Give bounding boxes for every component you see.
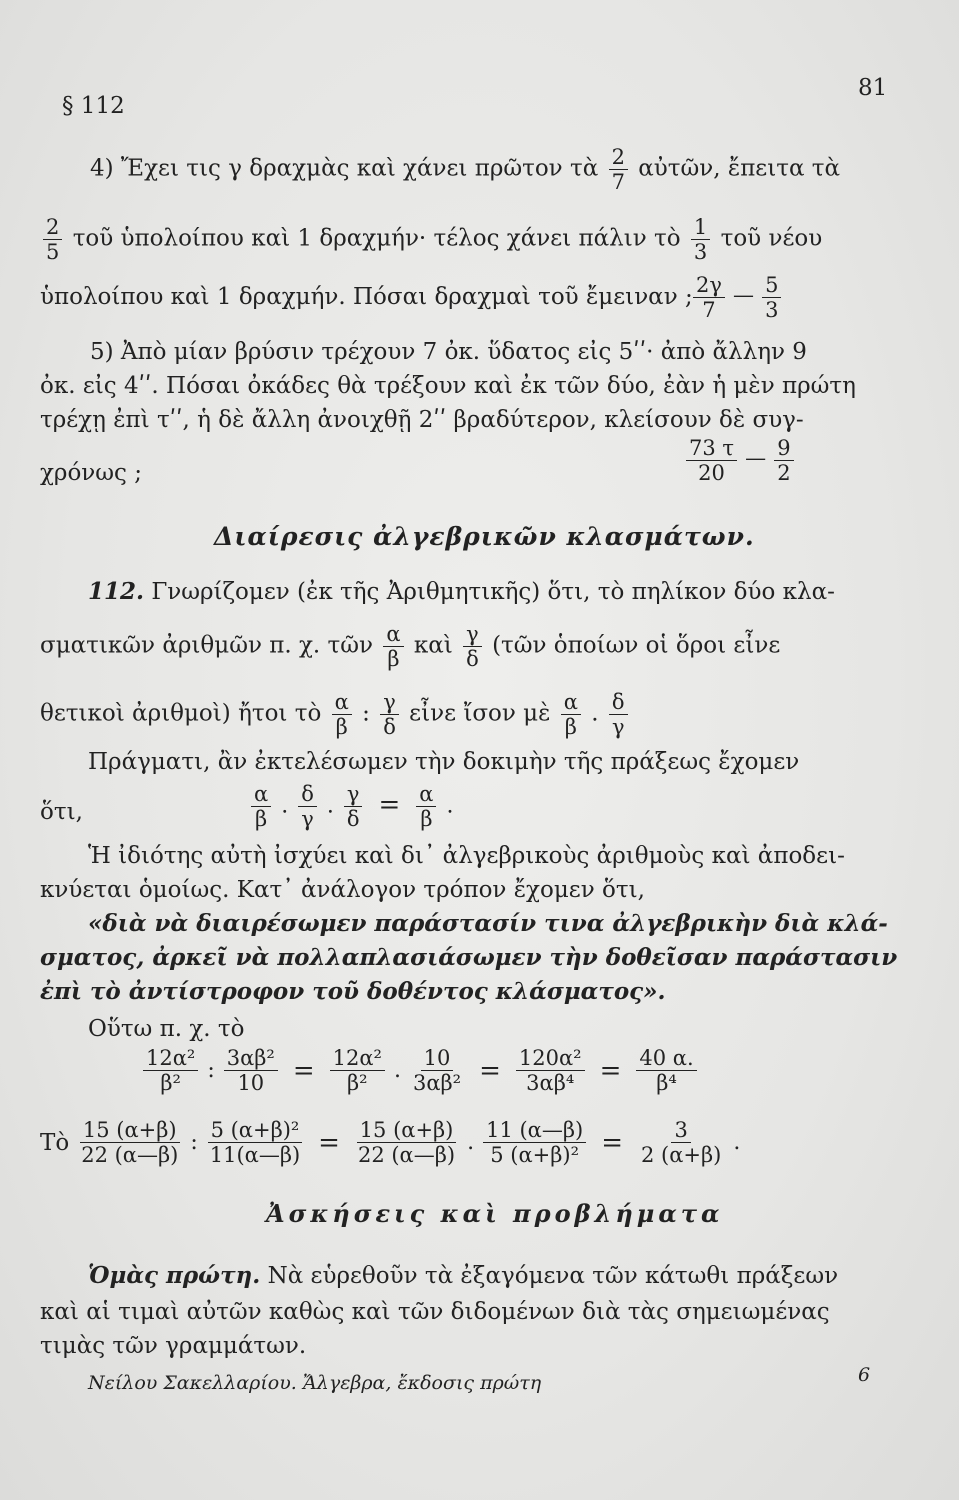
problem-4-question: ὑπολοίπου καὶ 1 δραχμήν. Πόσαι δραχμαὶ τοῦ ἔμειναν ; (40, 284, 693, 310)
problem-5-line-1: 5) Ἀπὸ μίαν βρύσιν τρέχουν 7 ὀκ. ὕδατος εἰς 5ʹʹ· ἀπὸ ἄλλην 9 (90, 339, 807, 365)
formula-1-frac-1: $\frac{\text{12α²}}{\text{β²}}$ (143, 1046, 198, 1095)
section-marker: § 112 (62, 93, 125, 119)
para-112-line-1 (88, 578, 835, 606)
group-1-line-1 (88, 1262, 838, 1290)
check-frac-a-b-result: $\frac{\alpha}{\beta}$ (416, 782, 436, 831)
group-1-line-2: καὶ αἱ τιμαὶ αὐτῶν καθὼς καὶ τῶν διδομένων διὰ τὰς σημειωμένας (40, 1299, 830, 1325)
para-112-line-5 (40, 798, 83, 826)
formula-1-frac-5: $\frac{\text{120α²}}{\text{3αβ⁴}}$ (516, 1046, 585, 1095)
para-112-line-2 (40, 622, 780, 671)
formula-2-prefix: Τὸ (40, 1129, 70, 1156)
problem-4-line-2 (40, 215, 822, 264)
problem-5-line-4: χρόνως ; (40, 460, 142, 486)
problem-4-text-2: αὐτῶν, ἔπειτα τὰ (638, 155, 841, 182)
para-112-text-3b: εἶνε ἴσον μὲ (409, 700, 551, 727)
check-frac-a-b: $\frac{\alpha}{\beta}$ (251, 782, 271, 831)
division-colon: : (362, 700, 370, 727)
formula-2-frac-5: $\frac{3}{2 (\alpha+\beta)}$ (640, 1118, 722, 1167)
footer-credit: Νείλου Σακελλαρίου. Ἄλγεβρα, ἔκδοσις πρώτη (88, 1372, 542, 1394)
group-label: Ὁμὰς πρώτη. (88, 1262, 261, 1289)
page-number: 81 (858, 75, 888, 101)
answer-fraction-1: $\frac{2\gamma}{7}$ (693, 273, 725, 322)
para-112-text-3a: θετικοὶ ἀριθμοὶ) ἤτοι τὸ (40, 700, 322, 727)
problem-5-line-3: τρέχῃ ἐπὶ τʹʹ, ἡ δὲ ἄλλη ἀνοιχθῇ 2ʹʹ βραδύτερον, κλείσουν δὲ συγ- (40, 407, 804, 433)
answer-fraction-1: $\frac{73 \tau}{20}$ (686, 436, 737, 485)
example-formula-2: Τὸ $\frac{15 (\alpha+\beta)}{22 (\alpha—\beta)}$ : $\frac{\text{5 (α+β)²}}{11(\alpha—\beta)}$ = $\frac{15 (\alpha+\beta)}{22 (\alpha—\beta)}$ . $\frac{11 (\alpha—\beta)}{\text{5 (α+β)²}}$ = $\frac{3}{2 (\alpha+\beta)}$ . (40, 1118, 741, 1167)
para-112-text-1: Γνωρίζομεν (ἐκ τῆς Ἀριθμητικῆς) ὅτι, τὸ πηλίκον δύο κλα- (151, 579, 835, 605)
paragraph-number: 112. (88, 578, 145, 605)
example-formula-1: $\frac{\text{12α²}}{\text{β²}}$ : $\frac{\text{3αβ²}}{10}$ = $\frac{\text{12α²}}{\text{β²}}$ . $\frac{10}{\text{3αβ²}}$ = $\frac{\text{120α²}}{\text{3αβ⁴}}$ = $\frac{40 \alpha.}{\text{β⁴}}$ (140, 1046, 700, 1095)
para-112-line-4: Πράγματι, ἂν ἐκτελέσωμεν τὴν δοκιμὴν τῆς πράξεως ἔχομεν (88, 749, 800, 775)
check-formula: $\frac{\alpha}{\beta}$ . $\frac{\delta}{\gamma}$ . $\frac{\gamma}{\delta}$ = $\frac{\alpha}{\beta}$ . (248, 782, 453, 831)
problem-5-answer (683, 436, 797, 485)
formula-1-frac-4: $\frac{10}{\text{3αβ²}}$ (412, 1046, 462, 1095)
minus-sign: — (733, 283, 755, 307)
problem-4-text-3: τοῦ ὑπολοίπου καὶ 1 δραχμήν· τέλος χάνει πάλιν τὸ (72, 225, 681, 252)
answer-fraction-2: $\frac{5}{3}$ (762, 273, 781, 322)
formula-2-frac-1: $\frac{15 (\alpha+\beta)}{22 (\alpha—\beta)}$ (81, 1118, 179, 1167)
check-frac-d-g: $\frac{\delta}{\gamma}$ (298, 782, 317, 831)
answer-fraction-2: $\frac{9}{2}$ (774, 436, 793, 485)
check-frac-g-d: $\frac{\gamma}{\delta}$ (344, 782, 363, 831)
problem-4-text-4: τοῦ νέου (720, 225, 823, 252)
fraction-1-3: $\frac{1}{3}$ (691, 215, 710, 264)
formula-1-frac-6: $\frac{40 \alpha.}{\text{β⁴}}$ (636, 1046, 696, 1095)
fraction-g-d: $\frac{\gamma}{\delta}$ (463, 622, 482, 671)
formula-2-frac-2: $\frac{\text{5 (α+β)²}}{11(\alpha—\beta)}$ (207, 1118, 303, 1167)
formula-1-frac-2: $\frac{\text{3αβ²}}{10}$ (224, 1046, 278, 1095)
formula-2-frac-4: $\frac{11 (\alpha—\beta)}{\text{5 (α+β)²}}$ (483, 1118, 586, 1167)
fraction-d-g: $\frac{\delta}{\gamma}$ (609, 690, 628, 739)
para-112-text-2a: σματικῶν ἀριθμῶν π. χ. τῶν (40, 632, 374, 659)
exercises-title: Ἀσκήσεις καὶ προβλήματα (266, 1199, 724, 1228)
problem-4-text: 4) Ἔχει τις γ δραχμὰς καὶ χάνει πρῶτον τὰ (90, 155, 599, 182)
oti-word: ὅτι, (40, 799, 83, 825)
rule-line-3: ἐπὶ τὸ ἀντίστροφον τοῦ δοθέντος κλάσματος». (40, 978, 666, 1005)
rule-line-2: σματος, ἀρκεῖ νὰ πολλαπλασιάσωμεν τὴν δοθεῖσαν παράστασιν (40, 944, 898, 971)
group-1-line-3: τιμὰς τῶν γραμμάτων. (40, 1333, 307, 1359)
para-112-line-3: θετικοὶ ἀριθμοὶ) ἤτοι τὸ $\frac{\alpha}{\beta}$ : $\frac{\gamma}{\delta}$ εἶνε ἴσον μὲ $\frac{\alpha}{\beta}$ . $\frac{\delta}{\gamma}$ (40, 690, 631, 739)
formula-1-frac-3: $\frac{\text{12α²}}{\text{β²}}$ (330, 1046, 385, 1095)
fraction-2-7: $\frac{2}{7}$ (609, 145, 628, 194)
problem-5-line-2: ὀκ. εἰς 4ʹʹ. Πόσαι ὀκάδες θὰ τρέξουν καὶ ἐκ τῶν δύο, ἐὰν ἡ μὲν πρώτη (40, 373, 856, 399)
problem-4-line-1 (90, 145, 840, 194)
fraction-a-b: $\frac{\alpha}{\beta}$ (383, 622, 403, 671)
group-1-text-1: Νὰ εὑρεθοῦν τὰ ἐξαγόμενα τῶν κάτωθι πράξεων (267, 1263, 839, 1289)
fraction-g-d-2: $\frac{\gamma}{\delta}$ (380, 690, 399, 739)
rule-line-1: «διὰ νὰ διαιρέσωμεν παράστασίν τινα ἀλγεβρικὴν διὰ κλά- (88, 910, 888, 937)
problem-4-answer (690, 273, 784, 322)
para-112-line-7: κνύεται ὁμοίως. Κατ᾿ ἀνάλογον τρόπον ἔχομεν ὅτι, (40, 877, 645, 903)
example-intro: Οὕτω π. χ. τὸ (88, 1016, 245, 1042)
section-title: Διαίρεσις ἀλγεβρικῶν κλασμάτων. (214, 522, 755, 551)
signature-mark: 6 (858, 1364, 871, 1386)
minus-sign: — (745, 446, 767, 470)
fraction-a-b-2: $\frac{\alpha}{\beta}$ (332, 690, 352, 739)
fraction-2-5: $\frac{2}{5}$ (43, 215, 62, 264)
para-112-text-2b: καὶ (413, 632, 453, 659)
formula-2-frac-3: $\frac{15 (\alpha+\beta)}{22 (\alpha—\beta)}$ (357, 1118, 456, 1167)
fraction-a-b-3: $\frac{\alpha}{\beta}$ (561, 690, 581, 739)
problem-4-line-3 (40, 283, 693, 311)
para-112-text-2c: (τῶν ὁποίων οἱ ὅροι εἶνε (492, 632, 781, 659)
para-112-line-6: Ἡ ἰδιότης αὐτὴ ἰσχύει καὶ δι᾿ ἀλγεβρικοὺς ἀριθμοὺς καὶ ἀποδει- (88, 843, 845, 869)
